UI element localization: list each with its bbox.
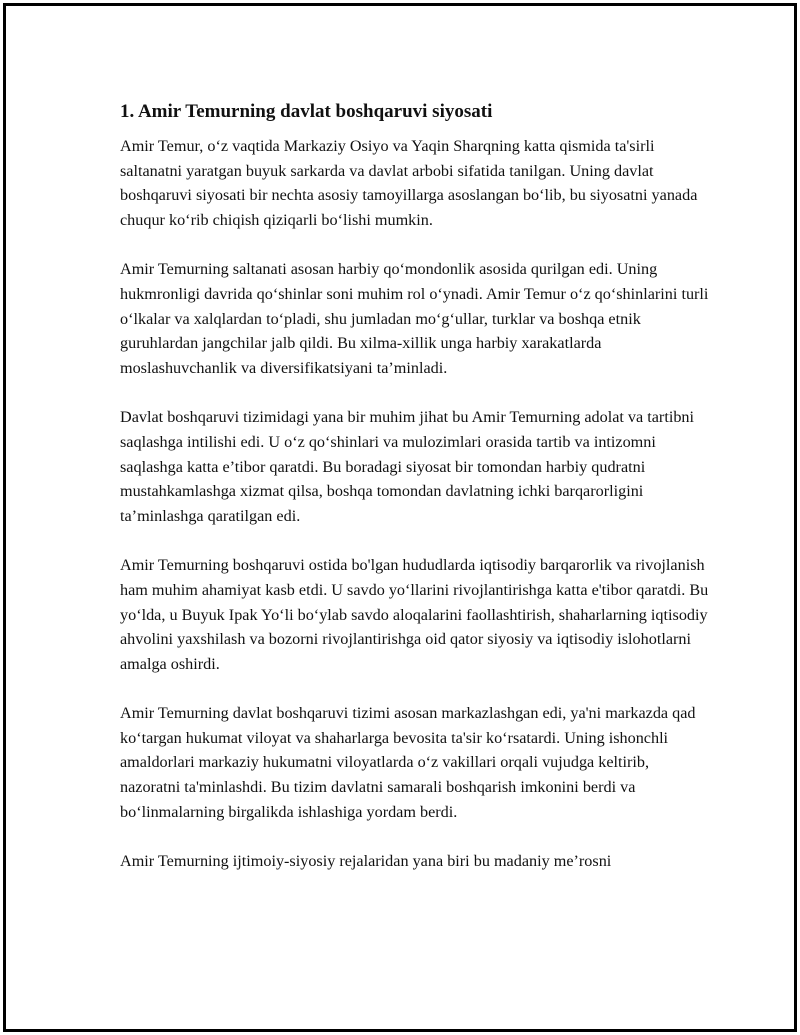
paragraph-economy: Amir Temurning boshqaruvi ostida bo'lgan hududlarda iqtisodiy barqarorlik va rivojlanish ham muhim ahamiyat kasb etdi. U savdo yo‘llarini rivojlantirishga katta e'tibor qaratdi. Bu yo‘lda, u Buyuk Ipak Yo‘li bo‘ylab savdo aloqalarini faollashtirish, shaharlarning iqtisodiy ahvolini yaxshilash va bozorni rivojlantirishga oid qator siyosiy va iqtisodiy islohotlarni amalga oshirdi. xyxy=(120,556,709,673)
paragraph-intro: Amir Temur, o‘z vaqtida Markaziy Osiyo va Yaqin Sharqning katta qismida ta'sirli saltanatni yaratgan buyuk sarkarda va davlat arbobi sifatida tanilgan. Uning davlat boshqaruvi siyosati bir nechta asosiy tamoyillarga asoslangan bo‘lib, bu siyosatni yanada chuqur ko‘rib chiqish qiziqarli bo‘lishi mumkin. xyxy=(120,137,698,229)
document-body xyxy=(120,98,710,899)
paragraph-cultural: Amir Temurning ijtimoiy-siyosiy rejalaridan yana biri bu madaniy me’rosni xyxy=(120,852,612,871)
paragraph-justice: Davlat boshqaruvi tizimidagi yana bir muhim jihat bu Amir Temurning adolat va tartibni saqlashga intilishi edi. U o‘z qo‘shinlari va mulozimlari orasida tartib va intizomni saqlashga katta e’tibor qaratdi. Bu boradagi siyosat bir tomondan harbiy qudratni mustahkamlashga xizmat qilsa, boshqa tomondan davlatning ichki barqarorligini ta’minlashga qaratilgan edi. xyxy=(120,408,695,525)
page-frame xyxy=(3,3,797,1032)
paragraph-centralization: Amir Temurning davlat boshqaruvi tizimi asosan markazlashgan edi, ya'ni markazda qad ko‘targan hukumat viloyat va shaharlarga bevosita ta'sir ko‘rsatardi. Uning ishonchli amaldorlari markaziy hukumatni viloyatlarda o‘z vakillari orqali vujudga keltirib, nazoratni ta'minlashdi. Bu tizim davlatni samarali boshqarish imkonini berdi va bo‘linmalarning birgalikda ishlashiga yordam berdi. xyxy=(120,704,696,821)
section-heading: 1. Amir Temurning davlat boshqaruvi siyosati xyxy=(120,101,493,122)
paragraph-military: Amir Temurning saltanati asosan harbiy qo‘mondonlik asosida qurilgan edi. Uning hukmronligi davrida qo‘shinlar soni muhim rol o‘ynadi. Amir Temur o‘z qo‘shinlarini turli o‘lkalar va xalqlardan to‘pladi, shu jumladan mo‘g‘ullar, turklar va boshqa etnik guruhlardan jangchilar jalb qildi. Bu xilma-xillik unga harbiy xarakatlarda moslashuvchanlik va diversifikatsiyani ta’minladi. xyxy=(120,260,709,377)
